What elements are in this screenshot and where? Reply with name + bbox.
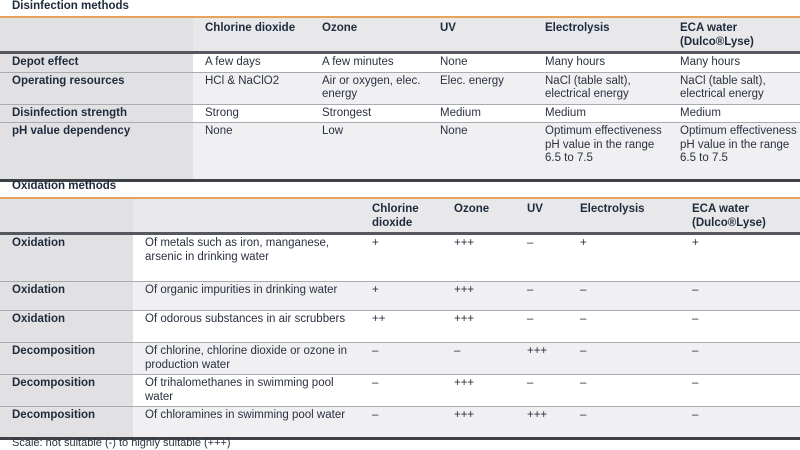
table-row: [0, 123, 800, 181]
rating-cell: –: [680, 282, 800, 311]
rating-cell: –: [568, 343, 680, 375]
row-label: pH value dependency: [0, 123, 193, 181]
header-empty: [0, 198, 133, 234]
rating-cell: +++: [515, 343, 568, 375]
rating-cell: +++: [515, 407, 568, 439]
rating-cell: +: [680, 234, 800, 282]
table-row: [0, 53, 800, 73]
row-description: Of organic impurities in drinking water: [133, 282, 360, 311]
table-row: [0, 72, 800, 104]
column-header: UV: [515, 198, 568, 234]
table-cell: Strong: [193, 104, 310, 123]
table-row: [0, 407, 800, 439]
row-description: Of metals such as iron, manganese, arsenic in drinking water: [133, 234, 360, 282]
rating-cell: +: [568, 234, 680, 282]
rating-cell: +++: [442, 407, 515, 439]
rating-cell: –: [442, 343, 515, 375]
column-header: Chlorine dioxide: [193, 17, 310, 53]
table-cell: Optimum effectiveness pH value in the range 6.5 to 7.5: [533, 123, 668, 181]
header-empty: [133, 198, 360, 234]
table-cell: Medium: [668, 104, 800, 123]
disinfection-title: Disinfection methods: [12, 0, 129, 12]
disinfection-table: [0, 16, 800, 182]
table-cell: A few days: [193, 53, 310, 73]
rating-cell: –: [568, 407, 680, 439]
table-cell: Many hours: [668, 53, 800, 73]
table-cell: Many hours: [533, 53, 668, 73]
scale-note: Scale: not suitable (-) to highly suitable (+++): [12, 437, 231, 449]
rating-cell: –: [568, 282, 680, 311]
table-cell: HCl & NaClO2: [193, 72, 310, 104]
table-cell: NaCl (table salt), electrical energy: [668, 72, 800, 104]
table-cell: Elec. energy: [428, 72, 533, 104]
row-label: Decomposition: [0, 343, 133, 375]
row-label: Depot effect: [0, 53, 193, 73]
row-label: Operating resources: [0, 72, 193, 104]
table-row: [0, 375, 800, 407]
column-header: Ozone: [310, 17, 428, 53]
rating-cell: +++: [442, 311, 515, 343]
rating-cell: +++: [442, 234, 515, 282]
table-cell: Optimum effectiveness pH value in the range 6.5 to 7.5: [668, 123, 800, 181]
row-description: Of chloramines in swimming pool water: [133, 407, 360, 439]
row-label: Oxidation: [0, 234, 133, 282]
row-label: Decomposition: [0, 407, 133, 439]
table-cell: NaCl (table salt), electrical energy: [533, 72, 668, 104]
table-cell: Air or oxygen, elec. energy: [310, 72, 428, 104]
column-header: Chlorine dioxide: [360, 198, 442, 234]
row-label: Decomposition: [0, 375, 133, 407]
oxidation-table: [0, 197, 800, 440]
rating-cell: –: [680, 311, 800, 343]
oxidation-title: Oxidation methods: [12, 180, 117, 192]
row-description: Of chlorine, chlorine dioxide or ozone in production water: [133, 343, 360, 375]
row-label: Oxidation: [0, 311, 133, 343]
rating-cell: +++: [442, 375, 515, 407]
rating-cell: –: [515, 375, 568, 407]
rating-cell: ++: [360, 311, 442, 343]
row-label: Disinfection strength: [0, 104, 193, 123]
column-header: ECA water (Dulco®Lyse): [680, 198, 800, 234]
header-row: [0, 198, 800, 234]
rating-cell: +++: [442, 282, 515, 311]
rating-cell: –: [515, 234, 568, 282]
rating-cell: –: [568, 311, 680, 343]
rating-cell: –: [515, 311, 568, 343]
table-row: [0, 282, 800, 311]
rating-cell: –: [680, 407, 800, 439]
rating-cell: –: [680, 343, 800, 375]
rating-cell: –: [360, 407, 442, 439]
table-cell: None: [193, 123, 310, 181]
header-empty: [0, 17, 193, 53]
table-cell: Medium: [533, 104, 668, 123]
table-cell: A few minutes: [310, 53, 428, 73]
column-header: Electrolysis: [568, 198, 680, 234]
table-row: [0, 311, 800, 343]
rating-cell: +: [360, 282, 442, 311]
table-cell: None: [428, 53, 533, 73]
table-cell: Low: [310, 123, 428, 181]
rating-cell: –: [515, 282, 568, 311]
column-header: UV: [428, 17, 533, 53]
rating-cell: +: [360, 234, 442, 282]
table-row: [0, 234, 800, 282]
row-description: Of odorous substances in air scrubbers: [133, 311, 360, 343]
table-cell: Strongest: [310, 104, 428, 123]
rating-cell: –: [360, 375, 442, 407]
table-row: [0, 343, 800, 375]
column-header: Ozone: [442, 198, 515, 234]
rating-cell: –: [680, 375, 800, 407]
row-description: Of trihalomethanes in swimming pool water: [133, 375, 360, 407]
rating-cell: –: [568, 375, 680, 407]
table-cell: None: [428, 123, 533, 181]
table-cell: Medium: [428, 104, 533, 123]
rating-cell: –: [360, 343, 442, 375]
column-header: ECA water (Dulco®Lyse): [668, 17, 800, 53]
column-header: Electrolysis: [533, 17, 668, 53]
table-row: [0, 104, 800, 123]
row-label: Oxidation: [0, 282, 133, 311]
header-row: [0, 17, 800, 53]
